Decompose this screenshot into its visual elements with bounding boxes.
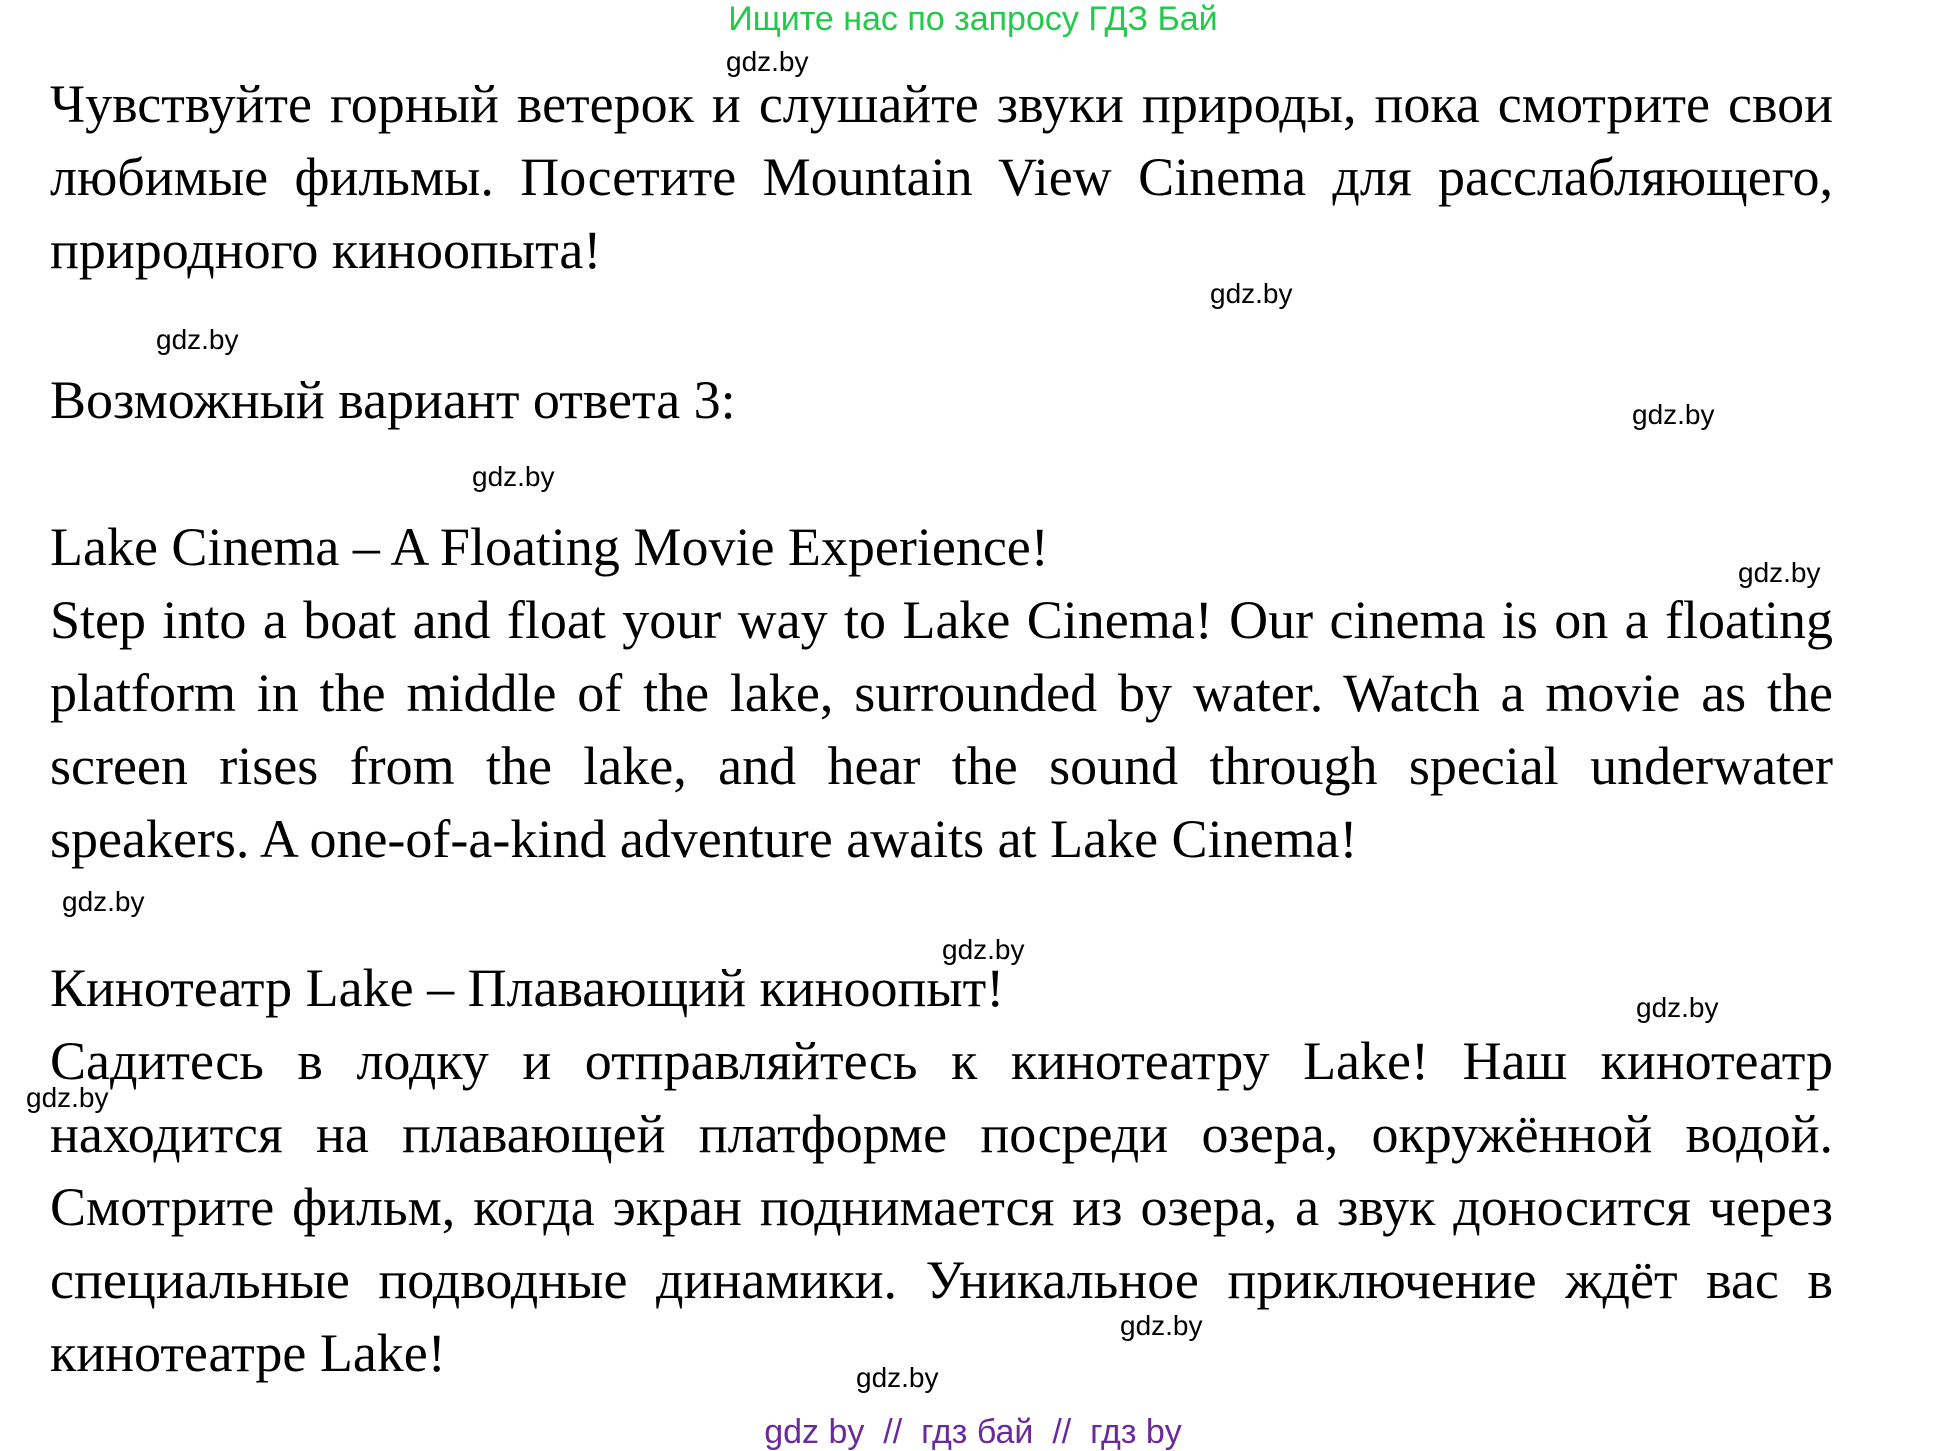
watermark: gdz.by: [942, 934, 1025, 965]
watermark: gdz.by: [472, 461, 555, 492]
russian-body: Садитесь в лодку и отправляйтесь к кинотеатру Lake! Наш кинотеатр находится на плавающей платформе посреди озера, окружённой водой. Смотрите фильм, когда экран поднимается из озера, а звук доносится через специальные подводные динамики. Уникальное приключение ждёт вас в кинотеатре Lake!: [50, 1031, 1833, 1383]
watermark: gdz.by: [1738, 557, 1821, 588]
watermark: gdz.by: [1632, 399, 1715, 430]
variant-heading: Возможный вариант ответа 3:: [50, 370, 736, 430]
english-body: Step into a boat and float your way to Lake Cinema! Our cinema is on a floating platform in the middle of the lake, surrounded by water. Watch a movie as the screen rises from the lake, and hear the sound through special underwater speakers. A one-of-a-kind adventure awaits at Lake Cinema!: [50, 590, 1833, 869]
watermark: gdz.by: [26, 1082, 109, 1113]
english-title: Lake Cinema – A Floating Movie Experience!: [50, 517, 1049, 577]
watermark: gdz.by: [726, 46, 809, 77]
russian-title: Кинотеатр Lake – Плавающий киноопыт!: [50, 958, 1005, 1018]
watermark: gdz.by: [1210, 278, 1293, 309]
watermark: gdz.by: [62, 886, 145, 917]
watermark: gdz.by: [1636, 992, 1719, 1023]
search-banner: Ищите нас по запросу ГДЗ Бай: [728, 0, 1218, 38]
watermark: gdz.by: [1120, 1310, 1203, 1341]
paragraph-mountain-view: Чувствуйте горный ветерок и слушайте звуки природы, пока смотрите свои любимые фильмы. Посетите Mountain View Cinema для расслабляющего, природного киноопыта!: [50, 74, 1833, 280]
watermark: gdz.by: [856, 1362, 939, 1393]
footer-links: gdz by // гдз бай // гдз by: [764, 1413, 1182, 1451]
watermark: gdz.by: [156, 324, 239, 355]
